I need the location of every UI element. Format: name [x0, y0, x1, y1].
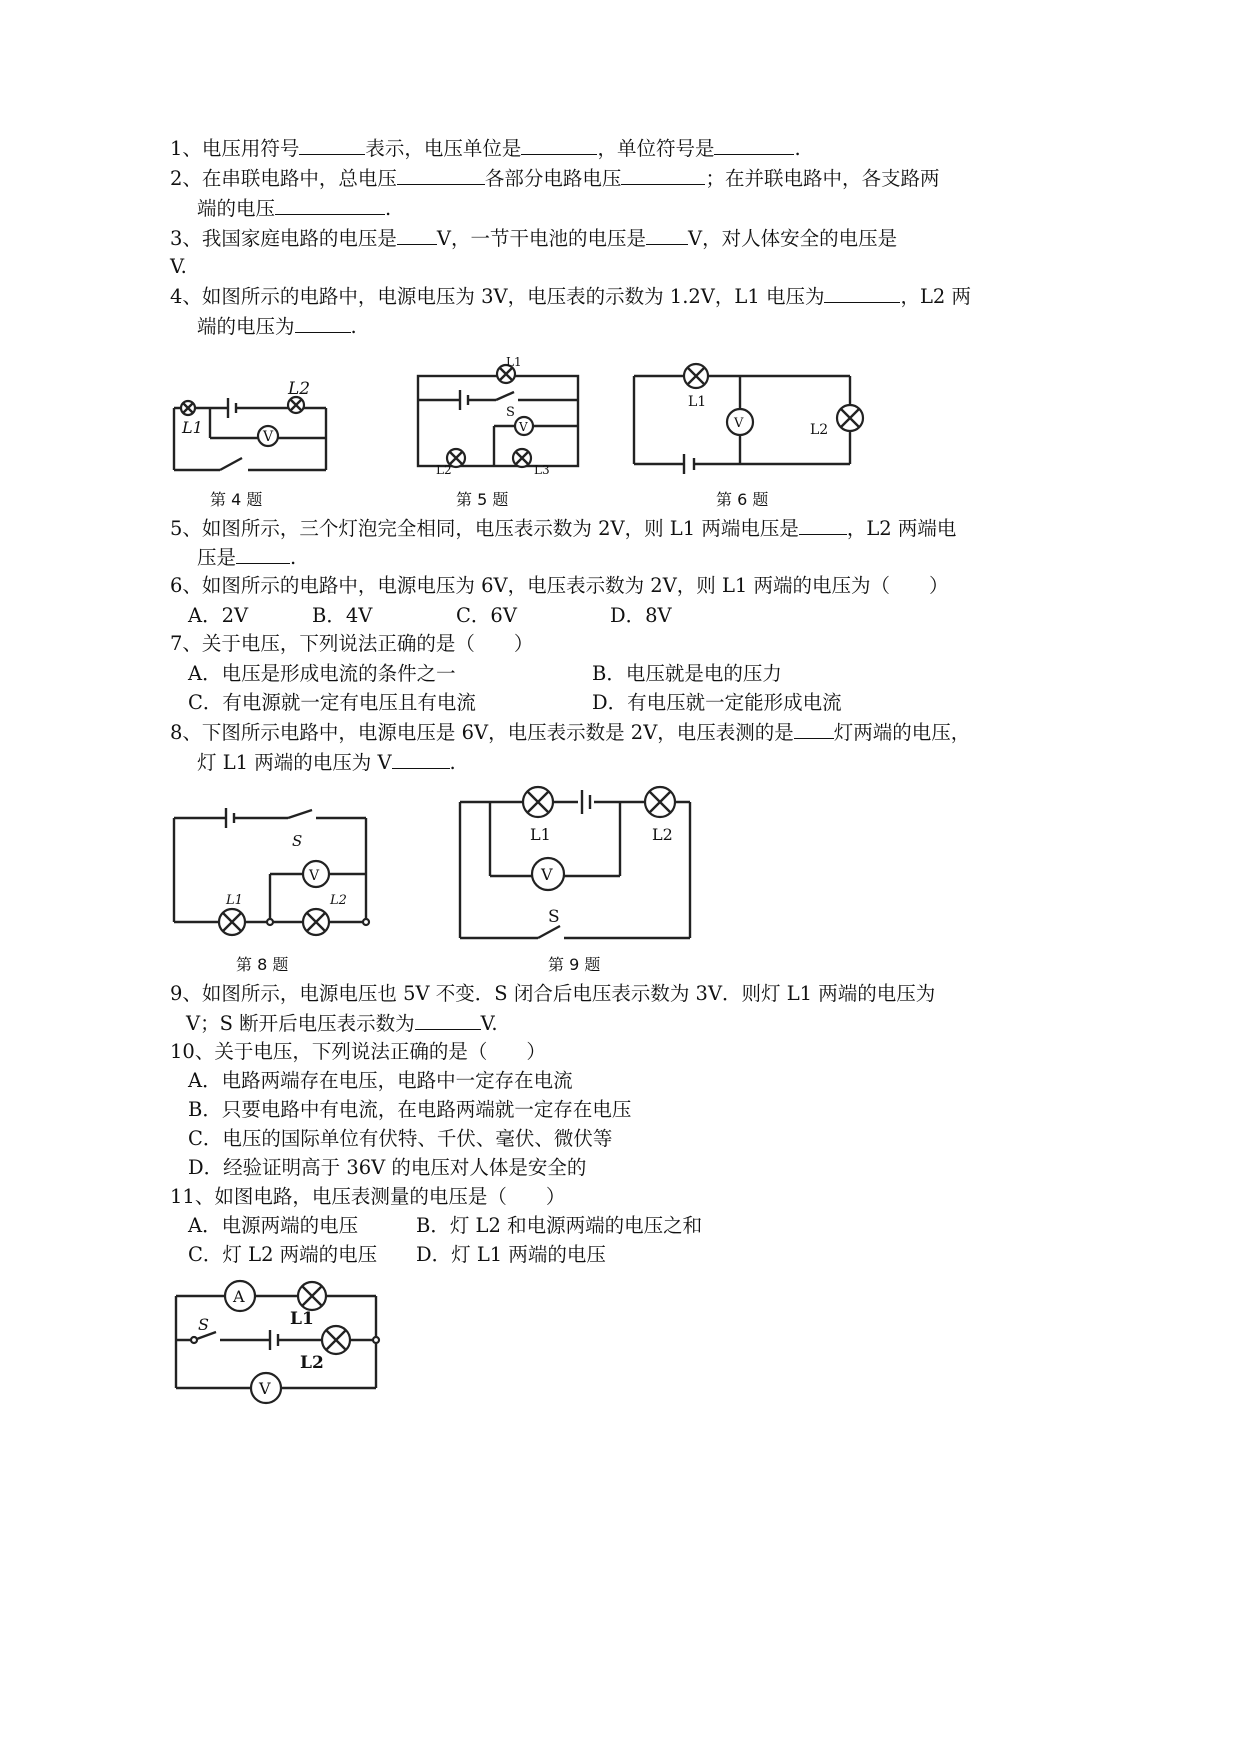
svg-text:L1: L1: [688, 394, 707, 410]
option-d[interactable]: D．有电压就一定能形成电流: [592, 691, 842, 714]
answer-blank[interactable]: [275, 194, 385, 215]
question-6: 6、如图所示的电路中，电源电压为 6V，电压表示数为 2V，则 L1 两端的电压为（ ）: [170, 574, 949, 597]
option-d[interactable]: D．8V: [610, 604, 672, 627]
svg-text:V: V: [734, 416, 744, 431]
answer-blank[interactable]: [415, 1009, 481, 1030]
svg-text:V: V: [519, 420, 528, 434]
svg-text:S: S: [506, 405, 515, 420]
circuit-figure-11: [172, 1278, 387, 1410]
answer-blank[interactable]: [799, 514, 847, 535]
question-10: 10、关于电压，下列说法正确的是（ ）: [170, 1040, 546, 1063]
lamp-label-l2: L2: [288, 379, 311, 399]
answer-blank[interactable]: [794, 718, 834, 739]
option-c[interactable]: C．灯 L2 两端的电压: [188, 1243, 378, 1266]
answer-blank[interactable]: [236, 543, 290, 564]
figure-caption: 第 4 题: [210, 490, 263, 509]
figure-caption: 第 5 题: [456, 490, 509, 509]
question-3-cont: V.: [170, 255, 187, 278]
question-2: 2、在串联电路中，总电压 各部分电路电压 ；在并联电路中，各支路两: [170, 164, 939, 193]
svg-text:L3: L3: [534, 463, 550, 477]
lamp-label-l1: L1: [182, 418, 203, 437]
circuit-figure-5: [414, 352, 584, 477]
option-b[interactable]: B．电压就是电的压力: [592, 662, 782, 685]
question-9-cont: V；S 断开后电压表示数为 V.: [186, 1009, 498, 1038]
svg-text:L1: L1: [506, 355, 522, 369]
question-5-cont: 压是 .: [197, 543, 296, 572]
option-a[interactable]: A．电源两端的电压: [188, 1214, 359, 1237]
svg-text:L2: L2: [810, 422, 829, 438]
answer-blank[interactable]: [299, 134, 365, 155]
option-c[interactable]: C．6V: [456, 604, 517, 627]
question-5: 5、如图所示，三个灯泡完全相同，电压表示数为 2V，则 L1 两端电压是 ，L2 两端电: [170, 514, 956, 543]
question-9: 9、如图所示，电源电压也 5V 不变．S 闭合后电压表示数为 3V．则灯 L1 两端的电压为: [170, 982, 936, 1005]
option-d[interactable]: D．经验证明高于 36V 的电压对人体是安全的: [188, 1156, 587, 1179]
option-c[interactable]: C．电压的国际单位有伏特、千伏、毫伏、微伏等: [188, 1127, 613, 1150]
question-1: 1、电压用符号 表示，电压单位是 ，单位符号是 .: [170, 134, 801, 163]
answer-blank[interactable]: [295, 312, 351, 333]
svg-text:V: V: [541, 865, 553, 884]
svg-text:L1: L1: [530, 825, 551, 844]
question-8: 8、下图所示电路中，电源电压是 6V，电压表示数是 2V，电压表测的是 灯两端的电压，: [170, 718, 970, 747]
circuit-figure-8: [170, 802, 385, 942]
svg-text:V: V: [309, 868, 320, 884]
option-a[interactable]: A．2V: [188, 604, 249, 627]
figure-caption: 第 6 题: [716, 490, 769, 509]
voltmeter-label: V: [263, 429, 274, 445]
question-2-cont: 端的电压 .: [197, 194, 391, 223]
circuit-figure-6: [628, 362, 878, 470]
svg-text:S: S: [292, 832, 303, 850]
option-d[interactable]: D．灯 L1 两端的电压: [416, 1243, 606, 1266]
answer-blank[interactable]: [714, 134, 794, 155]
answer-blank[interactable]: [646, 224, 688, 245]
svg-text:L1: L1: [290, 1309, 314, 1329]
option-a[interactable]: A．电路两端存在电压，电路中一定存在电流: [188, 1069, 573, 1092]
svg-text:V: V: [259, 1379, 271, 1398]
figure-caption: 第 8 题: [236, 955, 289, 974]
answer-blank[interactable]: [521, 134, 597, 155]
figure-caption: 第 9 题: [548, 955, 601, 974]
answer-blank[interactable]: [397, 164, 485, 185]
svg-text:A: A: [233, 1287, 245, 1306]
svg-text:S: S: [548, 907, 560, 927]
answer-blank[interactable]: [824, 282, 900, 303]
circuit-figure-4: [168, 370, 338, 478]
question-4: 4、如图所示的电路中，电源电压为 3V，电压表的示数为 1.2V，L1 电压为 ，L2 两: [170, 282, 971, 311]
question-3: 3、我国家庭电路的电压是 V，一节干电池的电压是 V，对人体安全的电压是: [170, 224, 897, 253]
svg-text:L2: L2: [300, 1353, 324, 1373]
option-b[interactable]: B．4V: [312, 604, 373, 627]
svg-text:L2: L2: [652, 825, 673, 844]
answer-blank[interactable]: [621, 164, 705, 185]
answer-blank[interactable]: [392, 748, 450, 769]
svg-text:L2: L2: [436, 463, 452, 477]
question-11: 11、如图电路，电压表测量的电压是（ ）: [170, 1185, 566, 1208]
question-4-cont: 端的电压为 .: [197, 312, 357, 341]
svg-text:L1: L1: [226, 893, 243, 908]
option-c[interactable]: C．有电源就一定有电压且有电流: [188, 691, 476, 714]
circuit-figure-9: [456, 786, 701, 946]
svg-text:S: S: [198, 1315, 209, 1334]
option-b[interactable]: B．灯 L2 和电源两端的电压之和: [416, 1214, 703, 1237]
option-b[interactable]: B．只要电路中有电流，在电路两端就一定存在电压: [188, 1098, 632, 1121]
svg-text:L2: L2: [330, 893, 347, 908]
answer-blank[interactable]: [397, 224, 437, 245]
option-a[interactable]: A．电压是形成电流的条件之一: [188, 662, 456, 685]
question-8-cont: 灯 L1 两端的电压为 V .: [197, 748, 456, 777]
question-7: 7、关于电压，下列说法正确的是（ ）: [170, 632, 534, 655]
